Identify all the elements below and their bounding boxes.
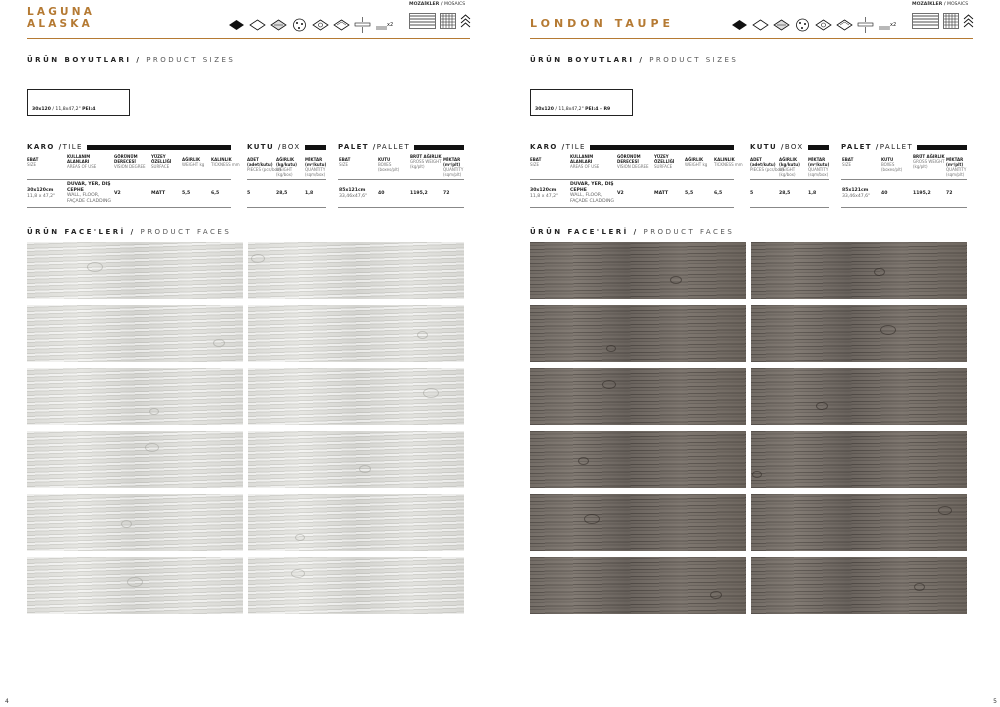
wood-knot (291, 569, 305, 578)
cell-vision: V2 (617, 191, 624, 196)
col-pallet-qty-header: MİKTAR (m²/plt) QUANTITY (sqm/plt) (946, 157, 967, 177)
cell-ebat: 30x120cm 11,8 x 47,2" (530, 188, 559, 199)
tile-face-image (530, 242, 746, 299)
col-size-header: EBAT SIZE (27, 157, 39, 167)
header-rule (530, 38, 973, 39)
wood-knot (87, 262, 103, 272)
collection-title (27, 6, 95, 30)
outline-tile-icon (249, 17, 266, 33)
header-rule (27, 38, 470, 39)
decor-tile-icon (794, 17, 811, 33)
wood-knot (874, 268, 885, 276)
wood-knot (752, 471, 762, 478)
wood-knot (145, 443, 159, 452)
tile-faces-grid (27, 242, 464, 614)
wood-knot (816, 402, 828, 410)
table-rule (27, 179, 231, 180)
tile-face-image (248, 368, 464, 425)
tile-faces-grid (530, 242, 967, 614)
col-pallet-gross-header: BRÜT AĞIRLIK GROSS WEIGHT (kg/plt) (410, 154, 442, 169)
decor-tile-icon (291, 17, 308, 33)
col-areas-header: KULLANIM ALANLARI AREAS OF USE (570, 154, 600, 169)
col-surface-header: YÜZEY ÖZELLİĞİ SURFACE (151, 154, 172, 169)
table-rule (750, 207, 829, 208)
pallet-block-head: PALET / PALLET (841, 143, 967, 151)
tile-face-image (530, 368, 746, 425)
col-pieces-header: ADET (adet/kutu) PIECES (pcs/box) (750, 157, 784, 172)
size-box (27, 89, 130, 116)
textured-tile-icon (270, 17, 287, 33)
tile-face-image (248, 557, 464, 614)
size-tag: 30x120 / 11,8x47,2" PEI:4 - R9 (535, 107, 611, 112)
wood-knot (127, 577, 143, 587)
tile-face-image (27, 557, 243, 614)
feature-icons (731, 16, 898, 34)
wood-knot (295, 534, 305, 541)
mosaics-label: MOZAİKLER / MOSAICS (409, 2, 466, 7)
faces-title: ÜRÜN FACE'LERİ / PRODUCT FACES (27, 228, 232, 236)
wood-knot (578, 457, 589, 465)
table-rule (841, 207, 967, 208)
col-pallet-qty-header: MİKTAR (m²/plt) QUANTITY (sqm/plt) (443, 157, 464, 177)
table-rule (247, 179, 326, 180)
cell-box-weight: 28,5 (276, 191, 288, 196)
cell-box-weight: 28,5 (779, 191, 791, 196)
tile-face-image (751, 494, 967, 551)
title-line-1: LONDON TAUPE (530, 17, 675, 30)
wood-knot (710, 591, 722, 599)
tile-face-image (27, 494, 243, 551)
col-thickness-header: KALINLIK TICKNESS mm (714, 157, 743, 167)
wood-knot (251, 254, 265, 263)
thickness-icon (354, 17, 371, 33)
tile-face-image (248, 494, 464, 551)
cell-box-pieces: 5 (247, 191, 251, 196)
tile-face-image (751, 305, 967, 362)
cell-weight: 5,5 (685, 191, 694, 196)
wood-knot (606, 345, 616, 352)
tile-block-head: KARO / TILE (27, 143, 231, 151)
faces-title: ÜRÜN FACE'LERİ / PRODUCT FACES (530, 228, 735, 236)
col-pallet-gross-header: BRÜT AĞIRLIK GROSS WEIGHT (kg/plt) (913, 154, 945, 169)
col-box-weight-header: AĞIRLIK (kg/kutu) WEIGHT (kg/box) (779, 157, 800, 177)
cell-pallet-boxes: 40 (378, 191, 385, 196)
mosaic-grid-icon (440, 13, 456, 29)
col-thickness-header: KALINLIK TICKNESS mm (211, 157, 240, 167)
wood-knot (149, 408, 159, 415)
wood-knot (938, 506, 952, 515)
col-pieces-header: ADET (adet/kutu) PIECES (pcs/box) (247, 157, 281, 172)
col-pallet-boxes-header: KUTU BOXES (boxes/plt) (378, 157, 400, 172)
pattern-tile-icon (815, 17, 832, 33)
glazed-tile-icon (731, 17, 748, 33)
cell-box-qty: 1,8 (305, 191, 314, 196)
mosaics-label: MOZAİKLER / MOSAICS (912, 2, 969, 7)
col-surface-header: YÜZEY ÖZELLİĞİ SURFACE (654, 154, 675, 169)
cell-pallet-weight: 1195,2 (913, 191, 931, 196)
table-rule (841, 179, 967, 180)
table-rule (338, 179, 464, 180)
page-number: 5 (993, 698, 997, 705)
size-tag: 30x120 / 11,8x47,2" PEI:4 (32, 107, 96, 112)
cell-box-qty: 1,8 (808, 191, 817, 196)
tile-face-image (530, 557, 746, 614)
tile-face-image (530, 431, 746, 488)
tile-face-image (530, 305, 746, 362)
svg-text:x2: x2 (387, 22, 394, 28)
tile-face-image (751, 557, 967, 614)
col-areas-header: KULLANIM ALANLARI AREAS OF USE (67, 154, 97, 169)
col-box-qty-header: MİKTAR (m²/kutu) QUANTITY (sqm/box) (808, 157, 830, 177)
cell-pallet-qty: 72 (946, 191, 953, 196)
sizes-title: ÜRÜN BOYUTLARI / PRODUCT SIZES (530, 56, 739, 64)
tile-face-image (751, 431, 967, 488)
title-line-1: LAGUNA (27, 6, 96, 18)
tile-face-image (530, 494, 746, 551)
mosaic-grid-icon (943, 13, 959, 29)
cell-surface: MATT (151, 191, 166, 196)
col-weight-header: AĞIRLIK WEIGHT kg (182, 157, 205, 167)
table-rule (27, 207, 231, 208)
collection-title (530, 18, 674, 30)
col-box-weight-header: AĞIRLIK (kg/kutu) WEIGHT (kg/box) (276, 157, 297, 177)
outline-tile-icon (752, 17, 769, 33)
wood-knot (602, 380, 616, 389)
cell-ebat: 30x120cm 11,8 x 47,2" (27, 188, 56, 199)
cell-pallet-qty: 72 (443, 191, 450, 196)
wood-knot (914, 583, 925, 591)
svg-text:x2: x2 (890, 22, 897, 28)
cell-thickness: 6,5 (211, 191, 220, 196)
textured-tile-icon (773, 17, 790, 33)
tile-face-image (27, 431, 243, 488)
cell-pallet-weight: 1195,2 (410, 191, 428, 196)
col-vision-header: GÖRÜNÜM DERECESİ VISION DEGREE (114, 154, 146, 169)
wood-knot (880, 325, 896, 335)
table-rule (247, 207, 326, 208)
wood-knot (417, 331, 428, 339)
col-pallet-size-header: EBAT SIZE (842, 157, 854, 167)
tile-face-image (27, 368, 243, 425)
tile-block-head: KARO / TILE (530, 143, 734, 151)
col-weight-header: AĞIRLIK WEIGHT kg (685, 157, 708, 167)
page-right (503, 0, 1000, 707)
wood-knot (670, 276, 682, 284)
tile-face-image (751, 368, 967, 425)
mosaic-icons (912, 13, 974, 29)
wood-knot (121, 520, 132, 528)
lined-tile-icon (836, 17, 853, 33)
x2-icon (375, 17, 395, 33)
thickness-icon (857, 17, 874, 33)
lined-tile-icon (333, 17, 350, 33)
col-vision-header: GÖRÜNÜM DERECESİ VISION DEGREE (617, 154, 649, 169)
table-rule (530, 179, 734, 180)
tile-face-image (751, 242, 967, 299)
tile-face-image (27, 242, 243, 299)
wood-knot (359, 465, 371, 473)
mosaic-icons (409, 13, 471, 29)
cell-pallet-boxes: 40 (881, 191, 888, 196)
cell-box-pieces: 5 (750, 191, 754, 196)
tile-face-image (248, 242, 464, 299)
col-pallet-size-header: EBAT SIZE (339, 157, 351, 167)
cell-pallet-size: 85x121cm 33,46x47,6" (339, 188, 368, 199)
cell-areas-tr: DUVAR, YER, DIŞ CEPHE WALL, FLOOR, FAÇADE CLADDING (67, 182, 111, 204)
cell-weight: 5,5 (182, 191, 191, 196)
wood-knot (213, 339, 225, 347)
cell-pallet-size: 85x121cm 33,46x47,6" (842, 188, 871, 199)
box-block-head: KUTU / BOX (750, 143, 829, 151)
pattern-tile-icon (312, 17, 329, 33)
mosaic-stripes-icon (409, 13, 436, 29)
size-box (530, 89, 633, 116)
table-rule (750, 179, 829, 180)
table-rule (530, 207, 734, 208)
cell-surface: MATT (654, 191, 669, 196)
cell-vision: V2 (114, 191, 121, 196)
wood-knot (584, 514, 600, 524)
box-block-head: KUTU / BOX (247, 143, 326, 151)
col-size-header: EBAT SIZE (530, 157, 542, 167)
feature-icons (228, 16, 395, 34)
x2-icon (878, 17, 898, 33)
tile-face-image (27, 305, 243, 362)
mosaic-chevron-icon (963, 13, 974, 29)
glazed-tile-icon (228, 17, 245, 33)
mosaic-chevron-icon (460, 13, 471, 29)
col-pallet-boxes-header: KUTU BOXES (boxes/plt) (881, 157, 903, 172)
cell-areas-tr: DUVAR, YER, DIŞ CEPHE WALL, FLOOR, FAÇADE CLADDING (570, 182, 614, 204)
table-rule (338, 207, 464, 208)
tile-face-image (248, 305, 464, 362)
pallet-block-head: PALET / PALLET (338, 143, 464, 151)
sizes-title: ÜRÜN BOYUTLARI / PRODUCT SIZES (27, 56, 236, 64)
page-number: 4 (5, 698, 9, 705)
title-line-2: ALASKA (27, 18, 93, 30)
wood-knot (423, 388, 439, 398)
cell-thickness: 6,5 (714, 191, 723, 196)
tile-face-image (248, 431, 464, 488)
mosaic-stripes-icon (912, 13, 939, 29)
col-box-qty-header: MİKTAR (m²/kutu) QUANTITY (sqm/box) (305, 157, 327, 177)
